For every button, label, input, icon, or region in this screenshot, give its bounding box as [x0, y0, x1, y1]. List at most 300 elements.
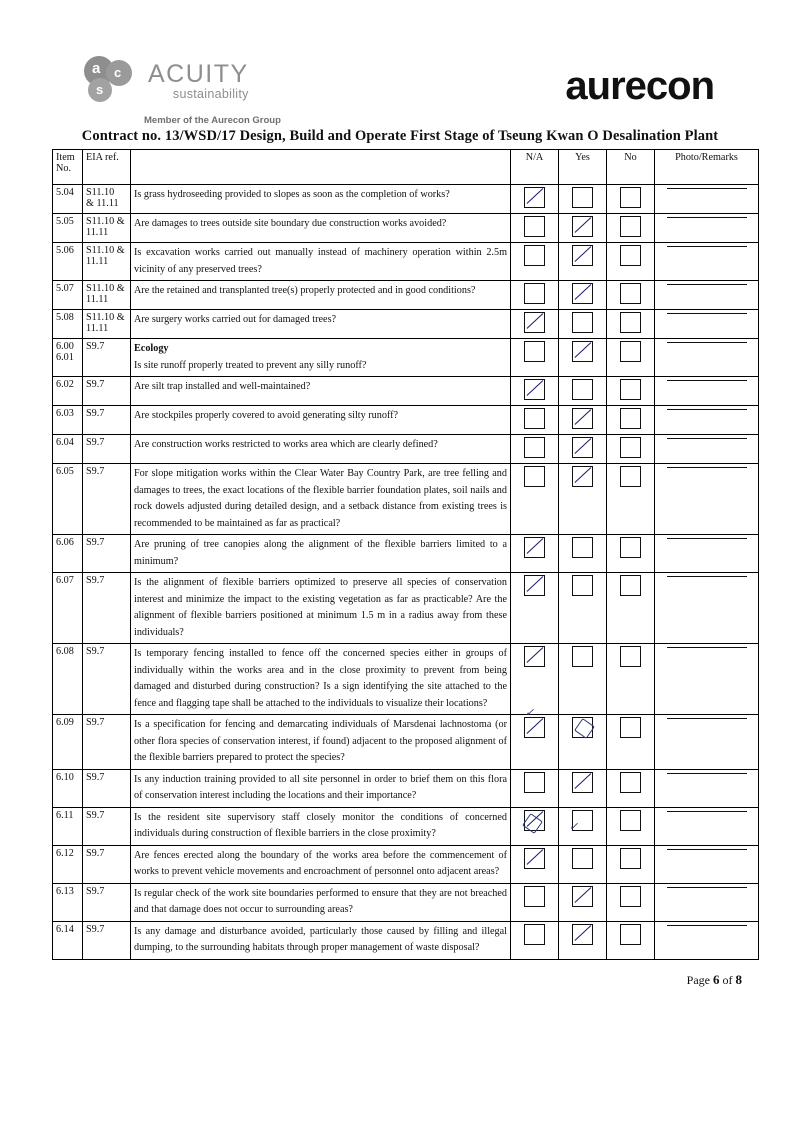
eia-ref-line: S9.7 [86, 885, 105, 897]
item-no-line: 6.06 [56, 537, 74, 549]
item-no-line: 6.11 [56, 809, 74, 821]
cell-eia-ref [83, 281, 131, 310]
cell-description [131, 377, 511, 406]
checkbox-no[interactable] [607, 883, 655, 921]
footer-page-prefix: Page [686, 972, 713, 987]
eia-ref-line: S9.7 [86, 717, 105, 729]
checkbox[interactable] [572, 848, 593, 869]
cell-eia-ref [83, 464, 131, 535]
remarks-line [667, 646, 747, 648]
checkbox-no[interactable] [607, 464, 655, 535]
table-row [53, 535, 759, 573]
checkbox-yes[interactable] [559, 281, 607, 310]
cell-description [131, 185, 511, 214]
checkbox[interactable] [572, 810, 593, 831]
cell-eia-ref [83, 406, 131, 435]
item-no-line: 5.06 [56, 245, 74, 256]
eia-ref-line: 11.11 [86, 227, 109, 238]
checkbox-na[interactable] [511, 339, 559, 377]
description-text: Are damages to trees outside site boundary due construction works avoided? [134, 218, 447, 229]
item-no-line: 6.13 [56, 885, 74, 897]
description-text: Ecology [134, 343, 169, 355]
table-row [53, 406, 759, 435]
checkbox[interactable] [620, 312, 641, 333]
checkbox-yes[interactable] [559, 464, 607, 535]
checkbox-na[interactable] [511, 435, 559, 464]
checkbox[interactable] [620, 717, 641, 738]
eia-ref-line: S9.7 [86, 646, 105, 658]
item-no-line: 6.08 [56, 646, 74, 658]
item-no-line: 6.04 [56, 437, 74, 449]
contract-title: Contract no. 13/WSD/17 Design, Build and Operate First Stage of Tseung Kwan O Desalination Plant [81, 128, 719, 144]
checkbox[interactable] [620, 187, 641, 208]
checkbox[interactable] [572, 283, 593, 304]
eia-ref-line: 11.11 [86, 256, 109, 267]
handwritten-annotation: ✓ [569, 820, 579, 833]
remarks-line [667, 537, 747, 539]
cell-description [131, 715, 511, 770]
checkbox-na[interactable] [511, 185, 559, 214]
item-no-line: 6.09 [56, 717, 74, 729]
checkbox-yes[interactable] [559, 406, 607, 435]
acuity-mark-icon [82, 54, 140, 106]
checkbox-yes[interactable] [559, 573, 607, 644]
cell-remarks[interactable] [655, 807, 759, 845]
cell-eia-ref [83, 845, 131, 883]
cell-remarks[interactable] [655, 921, 759, 959]
checkbox[interactable] [524, 886, 545, 907]
table-row [53, 243, 759, 281]
checkbox-yes[interactable] [559, 339, 607, 377]
eia-ref-line: S9.7 [86, 341, 105, 353]
checkbox[interactable] [572, 772, 593, 793]
cell-item-no [53, 377, 83, 406]
checkbox-no[interactable] [607, 573, 655, 644]
checkbox[interactable] [572, 341, 593, 362]
cell-remarks[interactable] [655, 715, 759, 770]
cell-eia-ref [83, 644, 131, 715]
cell-eia-ref [83, 807, 131, 845]
checkbox-no[interactable] [607, 535, 655, 573]
eia-ref-line: S9.7 [86, 408, 105, 420]
checkbox-na[interactable] [511, 644, 559, 715]
description-text: Are the retained and transplanted tree(s) properly protected and in good conditions? [134, 285, 476, 297]
cell-description [131, 921, 511, 959]
checkbox-na[interactable] [511, 281, 559, 310]
eia-ref-line: 11.11 [86, 323, 109, 335]
checkbox[interactable] [524, 245, 545, 266]
description-text: Is any damage and disturbance avoided, particularly those caused by filling and illegal dumping, to the surrounding habitats through proper management of waste disposal? [134, 925, 507, 954]
checkbox-na[interactable] [511, 921, 559, 959]
cell-remarks[interactable] [655, 377, 759, 406]
checkbox[interactable] [524, 283, 545, 304]
checkbox-no[interactable] [607, 281, 655, 310]
description-text: Is grass hydroseeding provided to slopes as soon as the completion of works? [134, 189, 450, 200]
header-remarks: Photo/Remarks [655, 150, 759, 185]
checkbox-yes[interactable] [559, 715, 607, 770]
checkbox[interactable] [524, 848, 545, 869]
remarks-line [667, 886, 747, 888]
table-row [53, 883, 759, 921]
cell-eia-ref [83, 715, 131, 770]
eia-ref-line: S9.7 [86, 466, 105, 478]
checkbox[interactable] [572, 886, 593, 907]
cell-eia-ref [83, 535, 131, 573]
table-row [53, 339, 759, 377]
cell-description [131, 214, 511, 243]
checkbox[interactable] [524, 537, 545, 558]
checkbox-no[interactable] [607, 845, 655, 883]
checkbox-no[interactable] [607, 243, 655, 281]
header-item-label: Item [56, 152, 75, 163]
remarks-line [667, 408, 747, 410]
cell-remarks[interactable] [655, 883, 759, 921]
remarks-line [667, 283, 747, 285]
description-text: Is the alignment of flexible barriers optimized to preserve all species of conservation interest and minimize the impact to the existing vegetation as far as practicable? Are the alignment of flexible barriers positioned at minimum 1.5 m in a radius away from these individuals? [134, 577, 507, 638]
checkbox-yes[interactable] [559, 310, 607, 339]
cell-eia-ref [83, 883, 131, 921]
checkbox-yes[interactable] [559, 807, 607, 845]
checkbox-no[interactable] [607, 644, 655, 715]
description-text: Is the resident site supervisory staff closely monitor the conditions of concerned individuals during construction of flexible barriers in the close proximity? [134, 811, 507, 840]
cell-eia-ref [83, 243, 131, 281]
checkbox[interactable] [572, 537, 593, 558]
cell-eia-ref [83, 377, 131, 406]
checkbox-yes[interactable] [559, 214, 607, 243]
cell-eia-ref [83, 573, 131, 644]
checkbox[interactable] [620, 772, 641, 793]
checkbox-yes[interactable] [559, 769, 607, 807]
checkbox[interactable] [572, 437, 593, 458]
checkbox-na[interactable] [511, 573, 559, 644]
cell-eia-ref [83, 214, 131, 243]
cell-item-no [53, 185, 83, 214]
eia-ref-line: S9.7 [86, 575, 105, 587]
cell-eia-ref [83, 339, 131, 377]
cell-item-no [53, 281, 83, 310]
checkbox[interactable] [524, 312, 545, 333]
description-text: Are construction works restricted to works area which are clearly defined? [134, 439, 438, 451]
cell-remarks[interactable] [655, 281, 759, 310]
cell-remarks[interactable] [655, 464, 759, 535]
checkbox[interactable] [620, 924, 641, 945]
checkbox-no[interactable] [607, 807, 655, 845]
acuity-letter-s: s [96, 82, 104, 97]
checkbox-yes[interactable] [559, 535, 607, 573]
checkbox[interactable] [572, 216, 593, 237]
checkbox[interactable] [620, 437, 641, 458]
checkbox-yes[interactable] [559, 377, 607, 406]
checkbox-yes[interactable] [559, 185, 607, 214]
cell-description [131, 807, 511, 845]
checkbox-no[interactable] [607, 715, 655, 770]
cell-eia-ref [83, 435, 131, 464]
item-no-line: 5.07 [56, 283, 74, 295]
checkbox[interactable] [524, 216, 545, 237]
header-item [53, 150, 83, 185]
cell-remarks[interactable] [655, 214, 759, 243]
cell-item-no [53, 214, 83, 243]
cell-description [131, 310, 511, 339]
checkbox[interactable] [524, 575, 545, 596]
checkbox[interactable] [524, 924, 545, 945]
table-row [53, 921, 759, 959]
cell-remarks[interactable] [655, 644, 759, 715]
page-header [52, 40, 748, 126]
remarks-line [667, 772, 747, 774]
checkbox-yes[interactable] [559, 845, 607, 883]
eia-ref-line: S9.7 [86, 437, 105, 449]
checkbox[interactable] [620, 466, 641, 487]
description-text: Is any induction training provided to all site personnel in order to brief them on this flora of conservation interest including the locations and their importance? [134, 773, 507, 802]
checkbox[interactable] [572, 379, 593, 400]
checkbox[interactable] [620, 537, 641, 558]
header-item-no-label: No. [56, 163, 71, 174]
cell-item-no [53, 310, 83, 339]
eia-ref-line: S9.7 [86, 923, 105, 935]
checkbox-na[interactable] [511, 535, 559, 573]
checkbox[interactable] [572, 646, 593, 667]
checkbox[interactable] [524, 341, 545, 362]
cell-description [131, 883, 511, 921]
table-row [53, 185, 759, 214]
cell-description [131, 769, 511, 807]
checkbox[interactable] [572, 312, 593, 333]
cell-remarks[interactable] [655, 310, 759, 339]
checkbox[interactable] [620, 848, 641, 869]
remarks-line [667, 466, 747, 468]
footer-page-current: 6 [713, 971, 720, 987]
description-text: Is a specification for fencing and demarcating individuals of Marsdenai lachnostoma (or other flora species of conservation interest, if found) adjacent to the proposed alignment of the flexible barriers prepared to protect the species? [134, 719, 507, 764]
checkbox[interactable] [620, 408, 641, 429]
checkbox-na[interactable] [511, 845, 559, 883]
table-row [53, 644, 759, 715]
remarks-line [667, 312, 747, 314]
checkbox-na[interactable] [511, 243, 559, 281]
remarks-line [667, 717, 747, 719]
checkbox[interactable] [620, 646, 641, 667]
item-no-line: 5.04 [56, 187, 74, 198]
checklist-table [52, 149, 759, 960]
checkbox[interactable] [524, 772, 545, 793]
table-row [53, 214, 759, 243]
description-text: Is temporary fencing installed to fence off the concerned species either in groups of individually within the works area and in the close proximity to prevent from being damaged and disturbed during construction? Is a sign identifying the site attached to the fence and flagging tape shall be attached to the individuals to visualize their locations? [134, 648, 507, 709]
remarks-line [667, 379, 747, 381]
checkbox[interactable] [620, 245, 641, 266]
cell-item-no [53, 845, 83, 883]
cell-remarks[interactable] [655, 769, 759, 807]
cell-remarks[interactable] [655, 535, 759, 573]
remarks-line [667, 924, 747, 926]
cell-remarks[interactable] [655, 185, 759, 214]
cell-remarks[interactable] [655, 845, 759, 883]
checkbox-no[interactable] [607, 921, 655, 959]
cell-eia-ref [83, 185, 131, 214]
cell-item-no [53, 883, 83, 921]
remarks-line [667, 245, 747, 247]
remarks-line [667, 575, 747, 577]
cell-description [131, 243, 511, 281]
checkbox[interactable] [572, 245, 593, 266]
item-no-line: 6.07 [56, 575, 74, 587]
checkbox[interactable] [524, 717, 545, 738]
description-text: Are stockpiles properly covered to avoid generating silty runoff? [134, 410, 399, 422]
eia-ref-line: 11.11 [86, 294, 109, 306]
item-no-line: 6.12 [56, 847, 74, 859]
checkbox-na[interactable] [511, 310, 559, 339]
checkbox-no[interactable] [607, 214, 655, 243]
checkbox[interactable] [620, 886, 641, 907]
eia-ref-line: S9.7 [86, 379, 105, 391]
eia-ref-line: S11.10 [86, 187, 115, 198]
table-row [53, 573, 759, 644]
cell-item-no [53, 406, 83, 435]
cell-item-no [53, 573, 83, 644]
checkbox[interactable] [620, 283, 641, 304]
handwritten-annotation: ✓ [525, 707, 535, 720]
checkbox[interactable] [524, 466, 545, 487]
eia-ref-line: S9.7 [86, 809, 105, 821]
cell-item-no [53, 715, 83, 770]
checkbox-na[interactable] [511, 707, 559, 770]
item-no-line: 6.05 [56, 466, 74, 478]
cell-remarks[interactable] [655, 573, 759, 644]
eia-ref-line: & 11.11 [86, 198, 119, 209]
cell-description [131, 644, 511, 715]
description-text: Are fences erected along the boundary of the works area before the commencement of works to prevent vehicle movements and encroachment of personnel onto adjacent areas? [134, 849, 507, 878]
checkbox[interactable] [524, 187, 545, 208]
remarks-line [667, 848, 747, 850]
item-no-line: 5.08 [56, 312, 74, 324]
eia-ref-line: S11.10 & [86, 283, 125, 295]
cell-remarks[interactable] [655, 435, 759, 464]
acuity-letter-a: a [92, 60, 101, 77]
checkbox[interactable] [572, 466, 593, 487]
checkbox-na[interactable] [511, 883, 559, 921]
cell-description [131, 535, 511, 573]
acuity-wordmark: ACUITY [148, 59, 249, 88]
acuity-letter-c: c [114, 65, 122, 80]
acuity-tagline: sustainability [172, 86, 249, 101]
checkbox[interactable] [620, 810, 641, 831]
cell-description [131, 406, 511, 435]
page-footer [52, 972, 748, 988]
cell-item-no [53, 243, 83, 281]
cell-item-no [53, 535, 83, 573]
checkbox-no[interactable] [607, 435, 655, 464]
checkbox[interactable] [572, 575, 593, 596]
cell-item-no [53, 464, 83, 535]
cell-remarks[interactable] [655, 406, 759, 435]
table-row [53, 715, 759, 770]
description-text: Are silt trap installed and well-maintained? [134, 381, 311, 393]
checkbox[interactable] [572, 187, 593, 208]
cell-eia-ref [83, 310, 131, 339]
checkbox-na[interactable] [511, 377, 559, 406]
checkbox[interactable] [572, 408, 593, 429]
cell-remarks[interactable] [655, 339, 759, 377]
checkbox-yes[interactable] [559, 921, 607, 959]
checkbox-na[interactable] [511, 807, 559, 845]
checkbox[interactable] [524, 646, 545, 667]
checkbox[interactable] [524, 379, 545, 400]
table-row [53, 807, 759, 845]
cell-item-no [53, 435, 83, 464]
cell-description [131, 464, 511, 535]
checkbox-yes[interactable] [559, 243, 607, 281]
checkbox[interactable] [620, 216, 641, 237]
cell-description [131, 281, 511, 310]
remarks-line [667, 216, 747, 218]
checkbox-no[interactable] [607, 185, 655, 214]
checkbox[interactable] [620, 341, 641, 362]
description-text: Are pruning of tree canopies along the alignment of the flexible barriers limited to a minimum? [134, 539, 507, 567]
checkbox-na[interactable] [511, 406, 559, 435]
cell-item-no [53, 644, 83, 715]
remarks-line [667, 437, 747, 439]
cell-description [131, 339, 511, 377]
description-text: Are surgery works carried out for damaged trees? [134, 314, 337, 326]
checkbox[interactable] [572, 924, 593, 945]
checkbox[interactable] [620, 379, 641, 400]
checkbox[interactable] [524, 408, 545, 429]
checkbox-no[interactable] [607, 769, 655, 807]
table-header-row [53, 150, 759, 185]
aurecon-wordmark: aurecon [565, 64, 714, 108]
checkbox-yes[interactable] [559, 883, 607, 921]
remarks-line [667, 810, 747, 812]
checkbox-no[interactable] [607, 377, 655, 406]
table-row [53, 845, 759, 883]
cell-item-no [53, 769, 83, 807]
checkbox-yes[interactable] [559, 435, 607, 464]
cell-eia-ref [83, 921, 131, 959]
description-text: Is regular check of the work site boundaries performed to ensure that they are not breached and that damage does not occur to surrounding areas? [134, 887, 507, 916]
checkbox-na[interactable] [511, 464, 559, 535]
checkbox[interactable] [620, 575, 641, 596]
table-body [53, 185, 759, 960]
description-text: Is excavation works carried out manually instead of machinery operation within 2.5m vicinity of any preserved trees? [134, 247, 507, 275]
item-no-line: 6.01 [56, 352, 74, 364]
table-row [53, 281, 759, 310]
remarks-line [667, 187, 747, 189]
checkbox[interactable] [524, 437, 545, 458]
checkbox-na[interactable] [511, 214, 559, 243]
item-no-line: 6.02 [56, 379, 74, 391]
checkbox-no[interactable] [607, 339, 655, 377]
cell-remarks[interactable] [655, 243, 759, 281]
eia-ref-line: S9.7 [86, 771, 105, 783]
cell-item-no [53, 921, 83, 959]
item-no-line: 6.03 [56, 408, 74, 420]
header-yes: Yes [559, 150, 607, 185]
checkbox-yes[interactable] [559, 644, 607, 715]
cell-item-no [53, 807, 83, 845]
eia-ref-line: S11.10 & [86, 245, 125, 256]
remarks-line [667, 341, 747, 343]
eia-ref-line: S9.7 [86, 537, 105, 549]
table-row [53, 769, 759, 807]
table-row [53, 435, 759, 464]
checkbox-no[interactable] [607, 310, 655, 339]
header-description [131, 150, 511, 185]
checkbox-no[interactable] [607, 406, 655, 435]
item-no-line: 5.05 [56, 216, 74, 227]
cell-description [131, 435, 511, 464]
cell-description [131, 845, 511, 883]
checkbox-na[interactable] [511, 769, 559, 807]
table-row [53, 377, 759, 406]
